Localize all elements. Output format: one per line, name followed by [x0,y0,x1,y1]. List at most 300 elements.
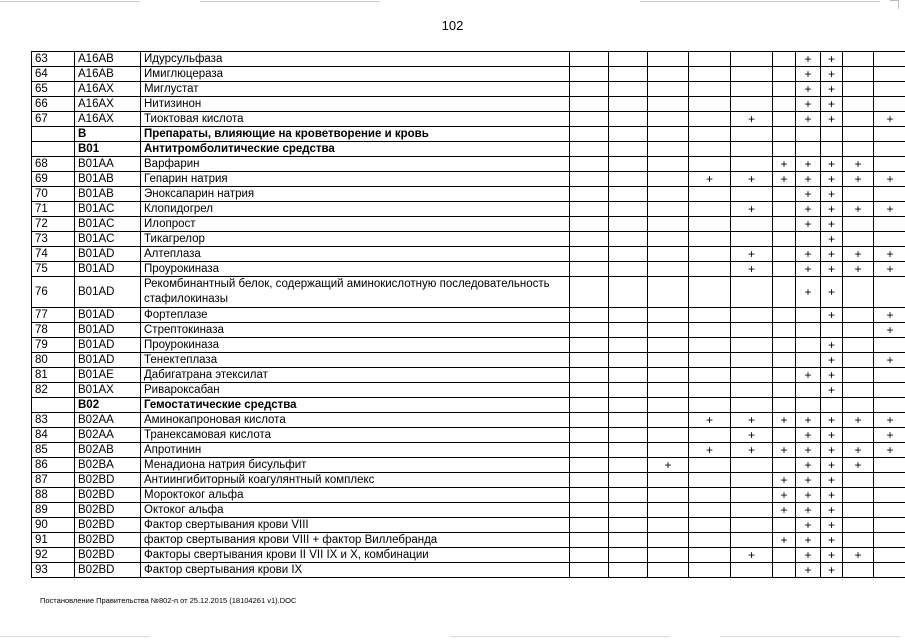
mark-cell [609,368,648,383]
mark-cell [731,518,773,533]
row-number-cell: 73 [32,232,75,247]
mark-cell [821,67,843,82]
mark-cell [731,563,773,578]
section-row [32,127,905,142]
mark-cell [609,398,648,413]
drug-name-cell: Тикагрелор [141,232,570,247]
table-row [32,202,905,217]
plus-mark: + [827,562,835,577]
mark-cell [773,488,796,503]
mark-cell [609,428,648,443]
mark-cell [731,413,773,428]
drug-name-cell: фактор свертывания крови VIII + фактор Виллебранда [141,533,570,548]
mark-cell [843,458,874,473]
mark-cell [874,548,905,563]
plus-mark: + [854,171,862,186]
plus-mark: + [827,156,835,171]
plus-mark: + [827,96,835,111]
mark-cell [796,473,821,488]
plus-mark: + [804,457,812,472]
mark-cell [796,82,821,97]
plus-mark: + [827,171,835,186]
table-row [32,217,905,232]
mark-cell [648,533,689,548]
plus-mark: + [804,472,812,487]
mark-cell [874,443,905,458]
mark-cell [648,97,689,112]
plus-mark: + [705,442,713,457]
mark-cell [773,82,796,97]
mark-cell [843,518,874,533]
mark-cell [796,323,821,338]
mark-cell [874,428,905,443]
mark-cell [731,202,773,217]
plus-mark: + [827,307,835,322]
atc-code-cell: B02BA [75,458,141,473]
plus-mark: + [804,547,812,562]
mark-cell [731,142,773,157]
mark-cell [648,428,689,443]
mark-cell [570,112,609,127]
drug-name-cell: Проурокиназа [141,338,570,353]
mark-cell [821,548,843,563]
plus-mark: + [827,427,835,442]
mark-cell [731,217,773,232]
plus-mark: + [780,532,788,547]
drug-name-cell: Идурсульфаза [141,52,570,67]
mark-cell [731,52,773,67]
mark-cell [874,353,905,368]
table-row [32,533,905,548]
drug-name-cell: Эноксапарин натрия [141,187,570,202]
mark-cell [609,232,648,247]
mark-cell [874,398,905,413]
drug-name-cell: Тенектеплаза [141,353,570,368]
drug-name-cell: Менадиона натрия бисульфит [141,458,570,473]
mark-cell [843,142,874,157]
mark-cell [731,97,773,112]
mark-cell [570,398,609,413]
mark-cell [773,277,796,308]
mark-cell [821,338,843,353]
mark-cell [843,82,874,97]
mark-cell [731,443,773,458]
atc-code-cell: A16AX [75,112,141,127]
mark-cell [609,488,648,503]
mark-cell [874,262,905,277]
plus-mark: + [827,261,835,276]
mark-cell [731,262,773,277]
plus-mark: + [827,352,835,367]
plus-mark: + [827,246,835,261]
plus-mark: + [886,442,894,457]
mark-cell [773,67,796,82]
plus-mark: + [886,111,894,126]
mark-cell [874,413,905,428]
mark-cell [773,398,796,413]
mark-cell [731,533,773,548]
mark-cell [689,157,731,172]
mark-cell [731,488,773,503]
plus-mark: + [804,532,812,547]
mark-cell [773,458,796,473]
mark-cell [689,97,731,112]
drug-name-cell: Нитизинон [141,97,570,112]
mark-cell [689,428,731,443]
mark-cell [874,383,905,398]
mark-cell [570,187,609,202]
mark-cell [570,518,609,533]
mark-cell [570,353,609,368]
mark-cell [689,187,731,202]
mark-cell [609,262,648,277]
mark-cell [609,247,648,262]
mark-cell [689,52,731,67]
plus-mark: + [780,442,788,457]
mark-cell [796,217,821,232]
table-row [32,353,905,368]
mark-cell [731,127,773,142]
plus-mark: + [886,427,894,442]
mark-cell [773,548,796,563]
mark-cell [570,443,609,458]
plus-mark: + [804,201,812,216]
mark-cell [874,112,905,127]
mark-cell [731,503,773,518]
plus-mark: + [804,111,812,126]
plus-mark: + [804,51,812,66]
mark-cell [648,112,689,127]
mark-cell [570,548,609,563]
mark-cell [570,247,609,262]
mark-cell [731,368,773,383]
mark-cell [609,383,648,398]
drug-name-cell: Алтеплаза [141,247,570,262]
mark-cell [689,413,731,428]
mark-cell [874,202,905,217]
atc-code-cell: B02BD [75,563,141,578]
mark-cell [843,247,874,262]
mark-cell [648,338,689,353]
mark-cell [648,82,689,97]
mark-cell [731,398,773,413]
mark-cell [570,503,609,518]
mark-cell [843,383,874,398]
plus-mark: + [804,502,812,517]
mark-cell [796,398,821,413]
mark-cell [731,187,773,202]
mark-cell [821,232,843,247]
mark-cell [609,172,648,187]
atc-code-cell: B01AX [75,383,141,398]
mark-cell [609,97,648,112]
mark-cell [689,458,731,473]
atc-code-cell: B01AD [75,277,141,308]
plus-mark: + [827,382,835,397]
mark-cell [843,232,874,247]
row-number-cell: 85 [32,443,75,458]
plus-mark: + [886,412,894,427]
row-number-cell: 63 [32,52,75,67]
mark-cell [821,112,843,127]
mark-cell [843,157,874,172]
plus-mark: + [664,457,672,472]
mark-cell [609,563,648,578]
plus-mark: + [827,81,835,96]
table-row [32,473,905,488]
mark-cell [821,488,843,503]
mark-cell [570,413,609,428]
atc-code-cell: B02AA [75,413,141,428]
mark-cell [570,67,609,82]
plus-mark: + [780,502,788,517]
mark-cell [773,503,796,518]
mark-cell [843,473,874,488]
plus-mark: + [827,472,835,487]
mark-cell [570,383,609,398]
plus-mark: + [854,412,862,427]
mark-cell [874,217,905,232]
plus-mark: + [804,261,812,276]
plus-mark: + [827,412,835,427]
table-row [32,308,905,323]
plus-mark: + [886,261,894,276]
row-number-cell [32,142,75,157]
mark-cell [570,323,609,338]
plus-mark: + [827,201,835,216]
plus-mark: + [827,111,835,126]
mark-cell [609,52,648,67]
row-number-cell: 80 [32,353,75,368]
mark-cell [843,323,874,338]
mark-cell [843,127,874,142]
mark-cell [570,142,609,157]
row-number-cell: 76 [32,277,75,308]
mark-cell [648,217,689,232]
mark-cell [731,548,773,563]
plus-mark: + [780,412,788,427]
drug-table [31,51,905,578]
drug-name-cell: Аминокапроновая кислота [141,413,570,428]
mark-cell [570,232,609,247]
row-number-cell: 81 [32,368,75,383]
mark-cell [609,503,648,518]
drug-name-cell: Октоког альфа [141,503,570,518]
table-row [32,232,905,247]
mark-cell [796,383,821,398]
mark-cell [570,127,609,142]
mark-cell [609,443,648,458]
row-number-cell: 65 [32,82,75,97]
plus-mark: + [827,337,835,352]
row-number-cell: 64 [32,67,75,82]
mark-cell [796,428,821,443]
mark-cell [796,548,821,563]
plus-mark: + [705,171,713,186]
mark-cell [609,67,648,82]
mark-cell [570,217,609,232]
plus-mark: + [827,284,835,299]
mark-cell [648,443,689,458]
mark-cell [796,533,821,548]
mark-cell [609,548,648,563]
mark-cell [609,353,648,368]
table-row [32,383,905,398]
mark-cell [689,142,731,157]
plus-mark: + [886,307,894,322]
plus-mark: + [854,457,862,472]
table-row [32,323,905,338]
mark-cell [796,67,821,82]
mark-cell [874,533,905,548]
mark-cell [570,97,609,112]
mark-cell [796,458,821,473]
drug-name-cell: Стрептокиназа [141,323,570,338]
drug-name-cell: Илопрост [141,217,570,232]
row-number-cell: 66 [32,97,75,112]
table-row [32,112,905,127]
mark-cell [689,368,731,383]
plus-mark: + [886,246,894,261]
mark-cell [821,533,843,548]
mark-cell [843,443,874,458]
mark-cell [648,262,689,277]
row-number-cell: 90 [32,518,75,533]
plus-mark: + [804,487,812,502]
mark-cell [821,52,843,67]
atc-code-cell: A16AB [75,67,141,82]
atc-code-cell: B01AD [75,262,141,277]
mark-cell [570,368,609,383]
drug-name-cell: Фортеплазе [141,308,570,323]
mark-cell [731,428,773,443]
mark-cell [796,157,821,172]
mark-cell [689,217,731,232]
mark-cell [648,323,689,338]
mark-cell [570,488,609,503]
plus-mark: + [854,547,862,562]
plus-mark: + [804,427,812,442]
mark-cell [609,458,648,473]
table-row [32,67,905,82]
mark-cell [648,563,689,578]
plus-mark: + [804,156,812,171]
mark-cell [821,217,843,232]
drug-name-cell: Дабигатрана этексилат [141,368,570,383]
plus-mark: + [705,412,713,427]
mark-cell [689,172,731,187]
mark-cell [570,563,609,578]
mark-cell [731,308,773,323]
plus-mark: + [747,427,755,442]
plus-mark: + [747,412,755,427]
mark-cell [821,247,843,262]
plus-mark: + [780,171,788,186]
section-title-cell: Антитромболитические средства [141,142,570,157]
mark-cell [689,202,731,217]
row-number-cell: 92 [32,548,75,563]
mark-cell [843,488,874,503]
table-row [32,277,905,308]
mark-cell [796,368,821,383]
mark-cell [648,353,689,368]
mark-cell [821,262,843,277]
mark-cell [773,368,796,383]
table-row [32,368,905,383]
mark-cell [796,112,821,127]
mark-cell [609,112,648,127]
mark-cell [821,563,843,578]
drug-name-cell: Клопидогрел [141,202,570,217]
mark-cell [796,413,821,428]
table-row [32,428,905,443]
row-number-cell: 91 [32,533,75,548]
mark-cell [821,368,843,383]
mark-cell [773,232,796,247]
plus-mark: + [804,171,812,186]
mark-cell [796,563,821,578]
mark-cell [609,127,648,142]
mark-cell [731,473,773,488]
mark-cell [570,533,609,548]
mark-cell [821,353,843,368]
mark-cell [648,247,689,262]
plus-mark: + [827,517,835,532]
mark-cell [570,52,609,67]
mark-cell [609,518,648,533]
mark-cell [874,187,905,202]
mark-cell [648,67,689,82]
mark-cell [773,142,796,157]
mark-cell [773,97,796,112]
mark-cell [773,157,796,172]
row-number-cell: 72 [32,217,75,232]
mark-cell [874,518,905,533]
plus-mark: + [747,201,755,216]
plus-mark: + [804,81,812,96]
mark-cell [821,187,843,202]
plus-mark: + [804,442,812,457]
mark-cell [821,383,843,398]
mark-cell [821,323,843,338]
mark-cell [821,458,843,473]
atc-code-cell: B01AC [75,232,141,247]
mark-cell [843,563,874,578]
mark-cell [796,262,821,277]
mark-cell [773,308,796,323]
drug-name-cell: Апротинин [141,443,570,458]
mark-cell [773,473,796,488]
table-row [32,338,905,353]
mark-cell [796,503,821,518]
mark-cell [773,187,796,202]
plus-mark: + [747,442,755,457]
mark-cell [796,172,821,187]
mark-cell [689,112,731,127]
mark-cell [689,488,731,503]
section-title-cell: Препараты, влияющие на кроветворение и кровь [141,127,570,142]
plus-mark: + [747,246,755,261]
drug-name-cell: Рекомбинантный белок, содержащий аминокислотную последовательность стафилокиназы [141,277,570,308]
plus-mark: + [827,547,835,562]
atc-code-cell: B01AE [75,368,141,383]
plus-mark: + [854,442,862,457]
mark-cell [570,157,609,172]
row-number-cell: 67 [32,112,75,127]
mark-cell [874,232,905,247]
mark-cell [773,247,796,262]
plus-mark: + [804,216,812,231]
